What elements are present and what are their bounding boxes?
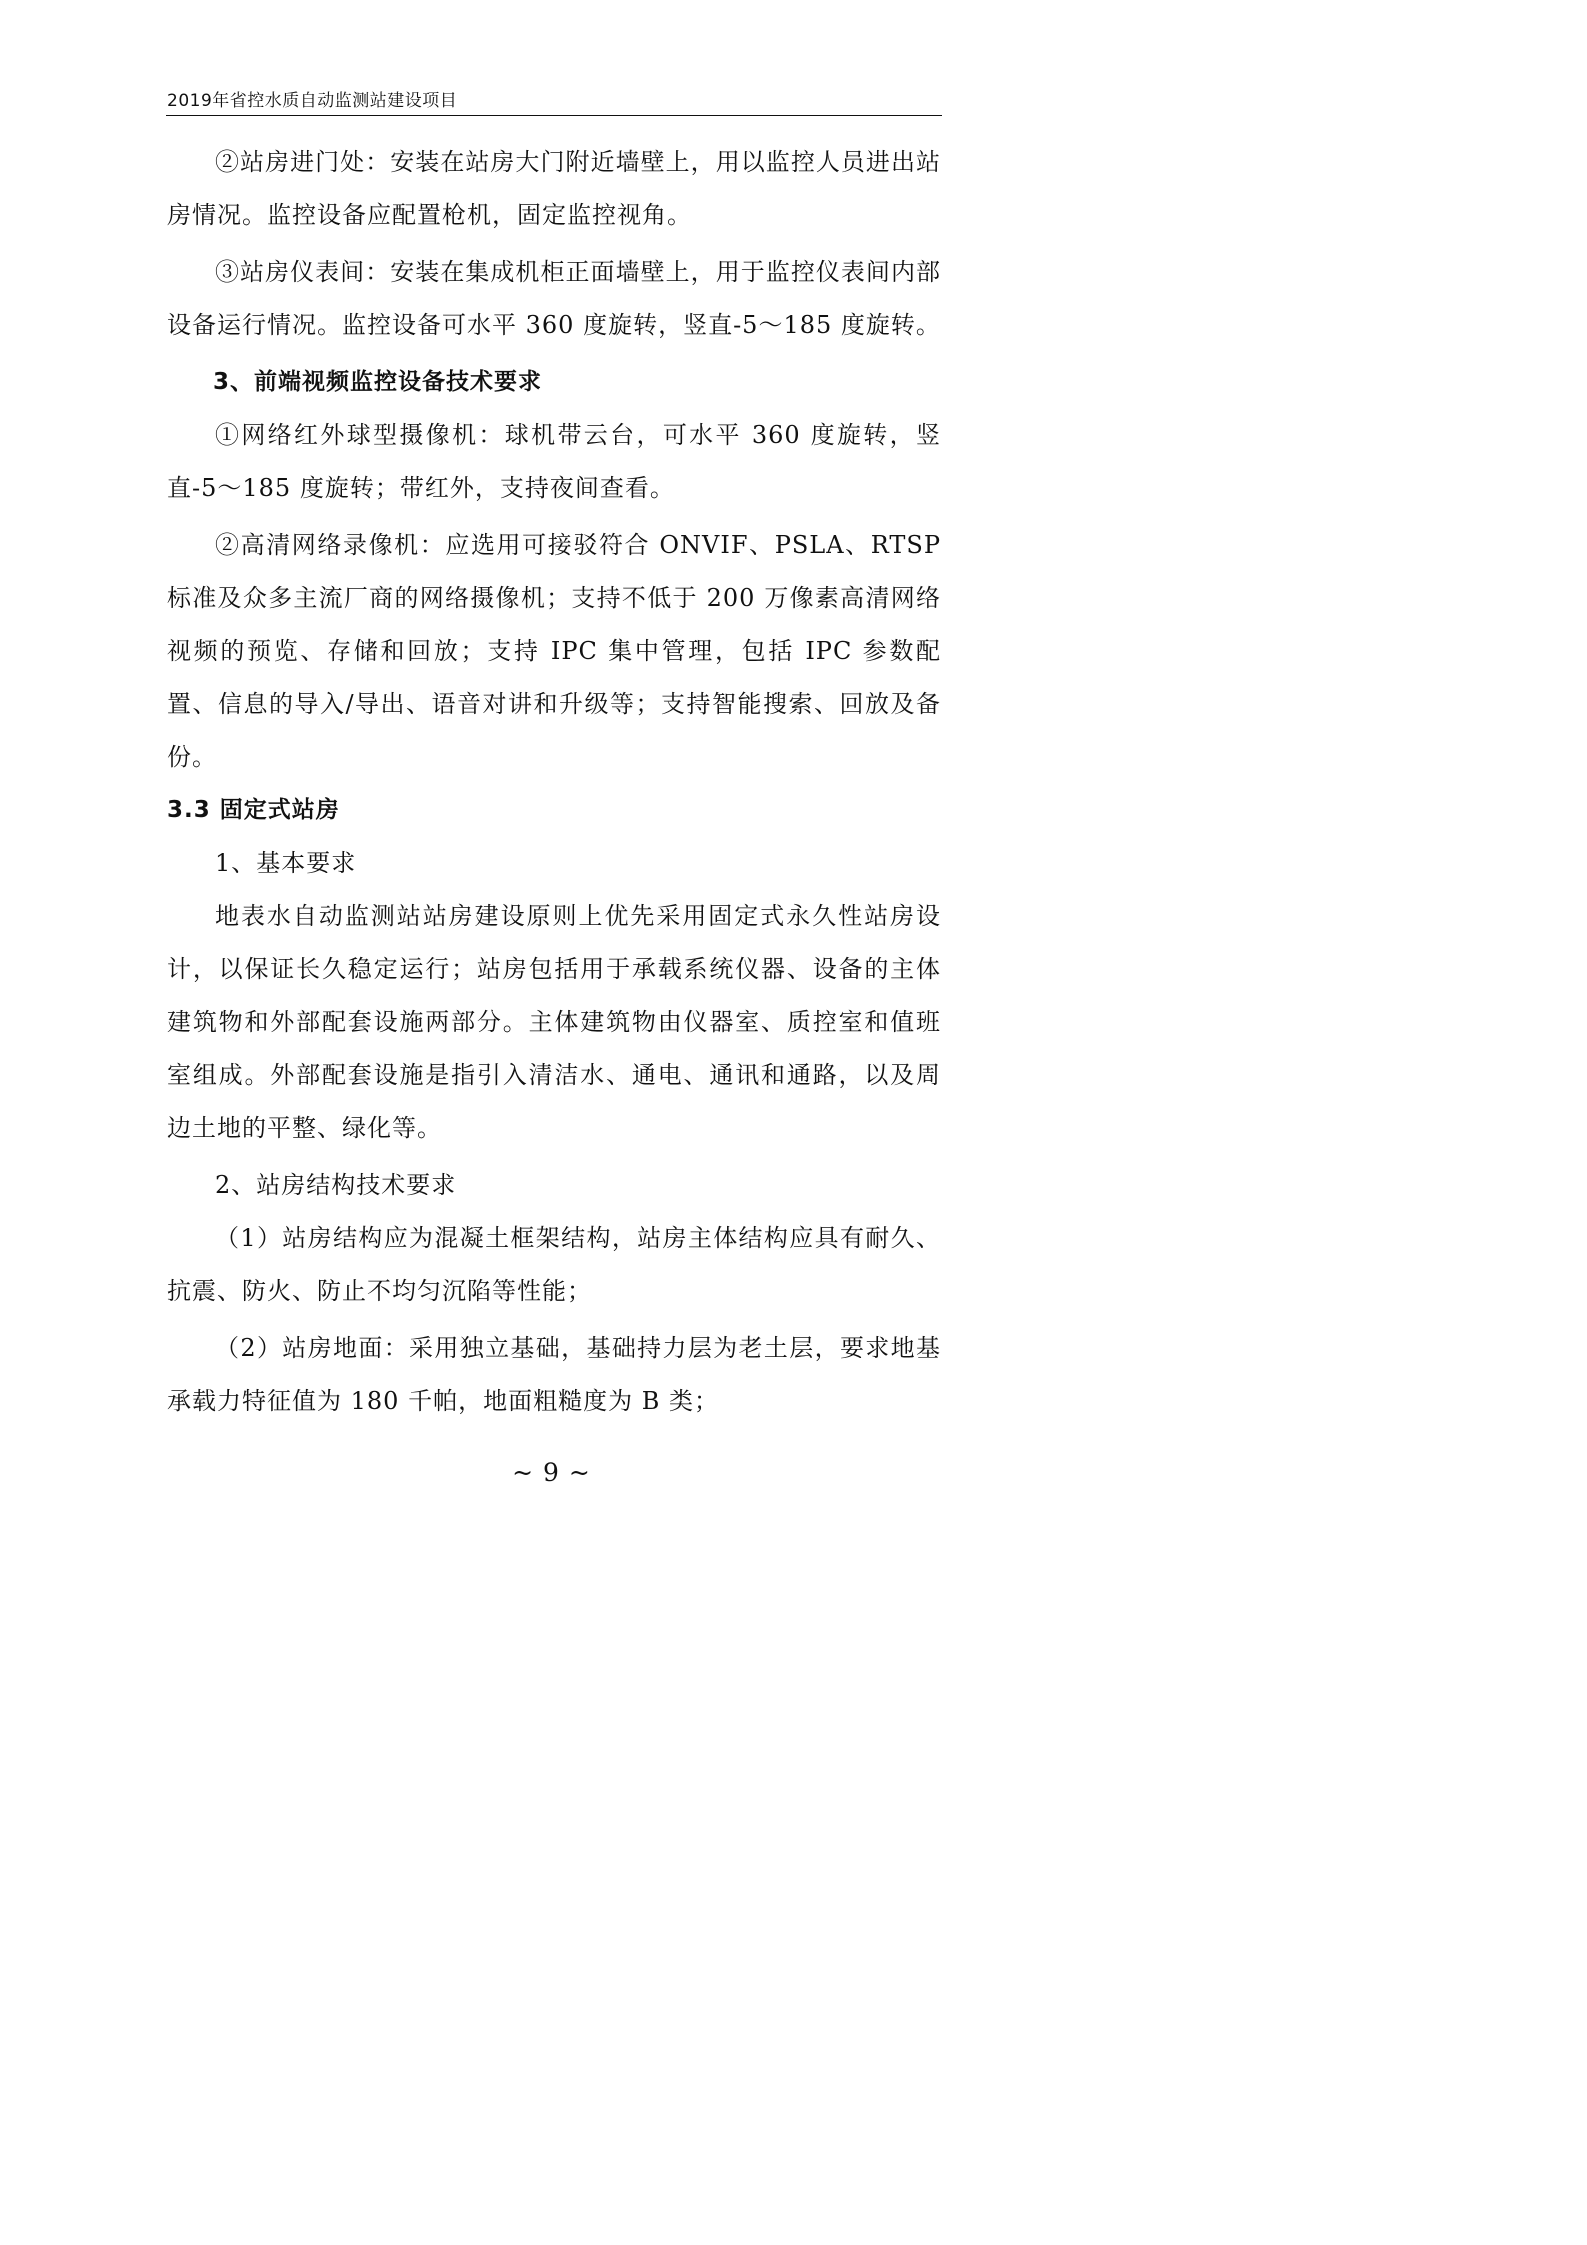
section-heading-fixed-station: 3.3 固定式站房	[167, 797, 340, 823]
page-number: ~ 9 ~	[512, 1458, 591, 1487]
subheading-structure-requirements: 2、站房结构技术要求	[215, 1171, 457, 1199]
paragraph-ir-dome-camera: ①网络红外球型摄像机：球机带云台，可水平 360 度旋转，竖直-5～185 度旋转；带红外，支持夜间查看。	[167, 421, 941, 502]
header-rule	[166, 115, 942, 116]
document-page	[0, 0, 1103, 1560]
paragraph-station-design: 地表水自动监测站站房建设原则上优先采用固定式永久性站房设计，以保证长久稳定运行；站房包括用于承载系统仪器、设备的主体建筑物和外部配套设施两部分。主体建筑物由仪器室、质控室和值班室组成。外部配套设施是指引入清洁水、通电、通讯和通路，以及周边土地的平整、绿化等。	[167, 902, 941, 1142]
page-body	[167, 136, 941, 1428]
running-header: 2019年省控水质自动监测站建设项目	[167, 91, 458, 111]
paragraph-station-entrance: ②站房进门处：安装在站房大门附近墙壁上，用以监控人员进出站房情况。监控设备应配置枪机，固定监控视角。	[167, 148, 941, 229]
section-heading-video-requirements: 3、前端视频监控设备技术要求	[213, 369, 543, 395]
paragraph-concrete-frame: （1）站房结构应为混凝土框架结构，站房主体结构应具有耐久、抗震、防火、防止不均匀沉陷等性能；	[167, 1224, 941, 1305]
paragraph-instrument-room: ③站房仪表间：安装在集成机柜正面墙壁上，用于监控仪表间内部设备运行情况。监控设备可水平 360 度旋转，竖直-5～185 度旋转。	[167, 258, 941, 339]
paragraph-foundation: （2）站房地面：采用独立基础，基础持力层为老土层，要求地基承载力特征值为 180 千帕，地面粗糙度为 B 类；	[167, 1334, 941, 1415]
subheading-basic-requirements: 1、基本要求	[215, 849, 357, 877]
paragraph-nvr: ②高清网络录像机：应选用可接驳符合 ONVIF、PSLA、RTSP 标准及众多主流厂商的网络摄像机；支持不低于 200 万像素高清网络视频的预览、存储和回放；支持 IPC 集中管理，包括 IPC 参数配置、信息的导入/导出、语音对讲和升级等；支持智能搜索、回放及备份。	[167, 531, 941, 771]
